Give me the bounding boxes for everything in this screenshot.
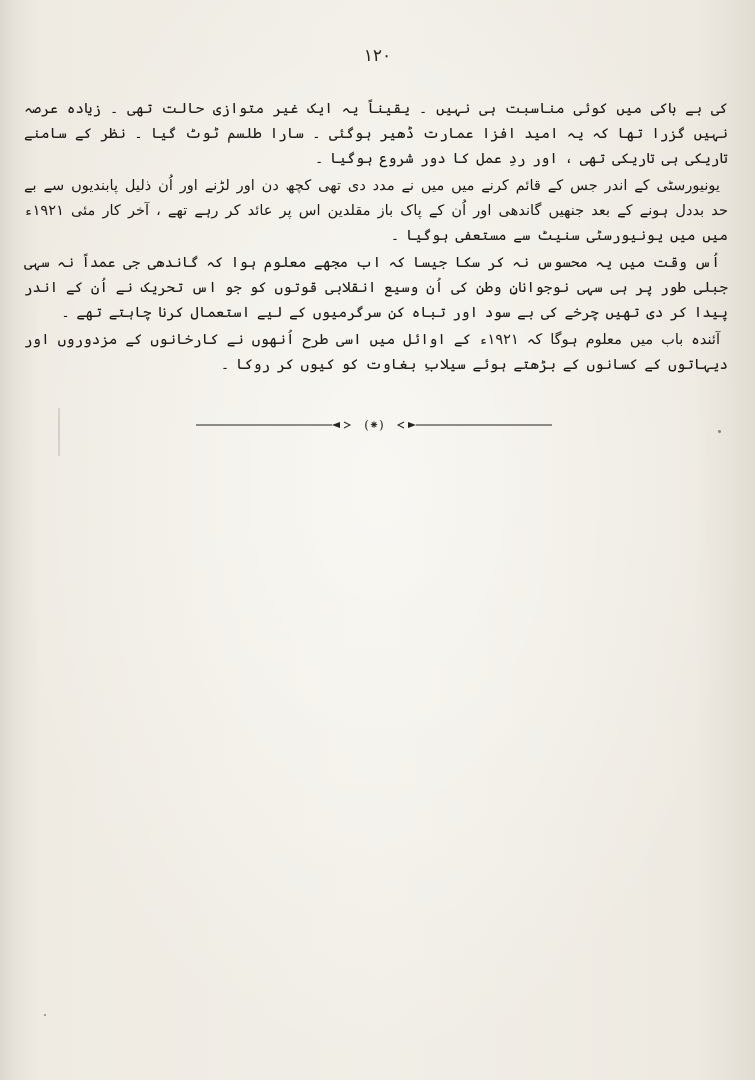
paper-speck bbox=[44, 1014, 46, 1016]
paragraph-4: آئندہ باب میں معلوم ہوگا کہ ۱۹۲۱ء کے اوائل میں اسی طرح اُنھوں نے کارخانوں کے مزدوروں اور دیہاتوں کے کسانوں کے بڑھتے ہوئے سیلابِ بغاوت کو کیوں کر روکا ۔ bbox=[24, 331, 728, 373]
paragraph-1: کی بے باکی میں کوئی مناسبت ہی نہیں ۔ یقیناً یہ ایک غیر متوازی حالت تھی ۔ زیادہ عرصہ نہیں گزرا تھا کہ یہ امید افزا عمارت ڈھیر ہوگئی ۔ سارا طلسم ٹوٹ گیا ۔ نظر کے سامنے تاریکی ہی تاریکی تھی ، اور ردِ عمل کا دور شروع ہوگیا ۔ bbox=[24, 100, 728, 167]
paragraph-3: اُس وقت میں یہ محسوس نہ کر سکا جیسا کہ اب مجھے معلوم ہوا کہ گاندھی جی عمداً نہ سہی جبلی طور پر ہی سہی نوجوانانِ وطن کی اُن وسیع انقلابی قوتوں کو جو اس تحریک نے اُن کے اندر پیدا کر دی تھیں چرخے کی بے سود اور تباہ کن سرگرمیوں کے لیے استعمال کرنا چاہتے تھے ۔ bbox=[24, 254, 728, 321]
page-number: ۱۲۰ bbox=[363, 46, 392, 66]
paragraph-2: یونیورسٹی کے اندر جس کے قائم کرنے میں میں نے مدد دی تھی کچھ دن اور لڑنے اور اُن ذلیل پابندیوں سے بے حد بددل ہونے کے بعد جنھیں گاندھی اور اُن کے پاک باز مقلدین اس پر عائد کر رہے تھے ، آخر کار مئی ۱۹۲۱ء میں میں یونیورسٹی سنیٹ سے مستعفی ہوگیا ۔ bbox=[24, 177, 728, 244]
section-end-ornament bbox=[196, 418, 552, 432]
page-edge-mark bbox=[58, 408, 60, 456]
body-text bbox=[24, 96, 728, 377]
ornament-glyph: (⁕) bbox=[364, 418, 384, 432]
paper-speck bbox=[718, 430, 721, 433]
